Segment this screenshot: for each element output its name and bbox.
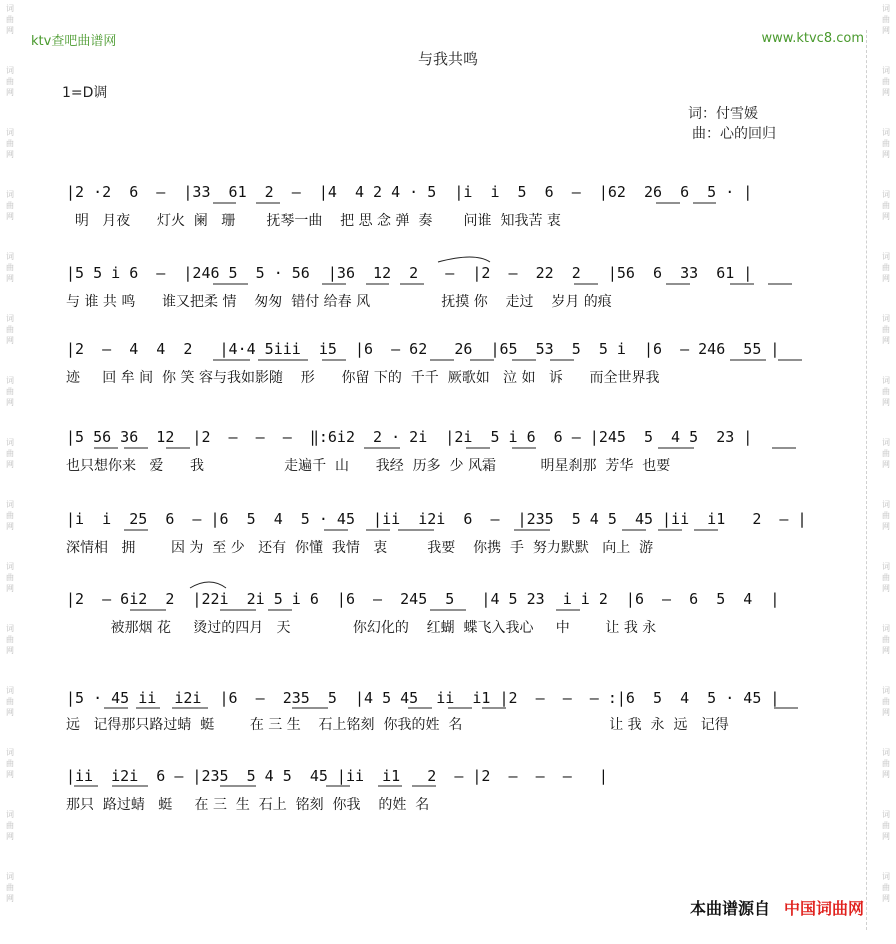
watermark-glyph: 词 [882,686,890,695]
watermark-glyph: 词 [6,66,14,75]
watermark-glyph: 曲 [6,449,14,458]
song-title: 与我共鸣 [417,50,478,68]
watermark-glyph: 词 [882,872,890,881]
watermark-glyph: 词 [6,128,14,137]
score-notes: |2 – 6i2 2 |22i 2i 5 i 6 |6 – 245 5 |4 5 23 i i 2 |6 – 6 5 4 | [66,590,780,608]
watermark-glyph: 网 [6,522,14,531]
watermark-glyph: 词 [6,562,14,571]
watermark-glyph: 词 [6,190,14,199]
watermark-glyph: 词 [882,624,890,633]
watermark-glyph: 词 [882,190,890,199]
watermark-glyph: 网 [882,212,890,221]
watermark-glyph: 曲 [882,15,890,24]
watermark-glyph: 词 [882,810,890,819]
watermark-glyph: 曲 [6,573,14,582]
score-notes: |5 56 36 12 |2 – – – ‖:6i2 2 · 2i |2i 5 i 6 6 – |245 5 4 5 23 | [66,428,753,446]
score-lyrics: 迹 回 牟 间 你 笑 容与我如影随 形 你留 下的 千千 厥歌如 泣 如 诉 而全世界我 [66,370,660,386]
watermark-glyph: 词 [6,252,14,261]
watermark-glyph: 网 [6,212,14,221]
watermark-glyph: 网 [882,398,890,407]
watermark-glyph: 网 [6,832,14,841]
watermark-glyph: 曲 [6,759,14,768]
watermark-glyph: 词 [6,872,14,881]
watermark-glyph: 网 [882,336,890,345]
watermark-glyph: 网 [882,584,890,593]
watermark-glyph: 网 [882,88,890,97]
watermark-glyph: 曲 [6,511,14,520]
score-notes: |ii i2i 6 – |235 5 4 5 45 |ii i1 2 – |2 – – – | [66,767,608,785]
watermark-glyph: 词 [6,376,14,385]
watermark-glyph: 网 [6,894,14,903]
watermark-glyph: 曲 [882,883,890,892]
watermark-glyph: 曲 [882,759,890,768]
source-label: 本曲谱源自 [689,899,770,918]
watermark-glyph: 网 [6,26,14,35]
score-notes: |5 · 45 ii i2i |6 – 235 5 |4 5 45 ii i1 |2 – – – :|6 5 4 5 · 45 | [66,689,780,707]
watermark-glyph: 曲 [6,387,14,396]
watermark-glyph: 网 [6,88,14,97]
watermark-glyph: 词 [882,252,890,261]
source-credit [690,896,864,919]
watermark-glyph: 曲 [6,263,14,272]
watermark-glyph: 曲 [6,635,14,644]
watermark-glyph: 词 [6,500,14,509]
watermark-glyph: 曲 [882,263,890,272]
watermark-glyph: 曲 [882,821,890,830]
watermark-glyph: 网 [6,646,14,655]
watermark-glyph: 网 [6,150,14,159]
key-signature: 1=D调 [62,85,108,101]
watermark-glyph: 网 [882,708,890,717]
watermark-glyph: 网 [882,646,890,655]
watermark-glyph: 网 [6,770,14,779]
watermark-glyph: 网 [882,150,890,159]
watermark-glyph: 词 [6,748,14,757]
score-lyrics: 被那烟 花 烫过的四月 天 你幻化的 红蝴 蝶飞入我心 中 让 我 永 [66,620,657,636]
source-site-link[interactable]: 中国词曲网 [783,899,864,918]
watermark-glyph: 网 [6,398,14,407]
score-lyrics: 与 谁 共 鸣 谁又把柔 情 匆匆 错付 给春 风 抚摸 你 走过 岁月 的痕 [66,294,612,310]
composer-credit: 曲：心的回归 [692,126,776,142]
watermark-glyph: 曲 [882,387,890,396]
watermark-glyph: 曲 [6,821,14,830]
watermark-glyph: 词 [6,624,14,633]
site-watermark-right[interactable]: www.ktvc8.com [761,31,864,46]
watermark-glyph: 网 [6,708,14,717]
score-lyrics: 远 记得那只路过蜻 蜓 在 三 生 石上铭刻 你我的姓 名 让 我 永 远 记得 [66,717,729,733]
watermark-glyph: 曲 [882,635,890,644]
score-lyrics: 也只想你来 爱 我 走遍千 山 我经 历多 少 风霜 明星刹那 芳华 也要 [66,458,671,474]
watermark-glyph: 网 [6,460,14,469]
watermark-glyph: 词 [6,810,14,819]
watermark-glyph: 曲 [882,573,890,582]
watermark-glyph: 词 [882,562,890,571]
watermark-glyph: 词 [6,686,14,695]
score-lyrics: 明 月夜 灯火 阑 珊 抚琴一曲 把 思 念 弹 奏 问谁 知我苦 衷 [66,213,561,229]
watermark-glyph: 词 [6,438,14,447]
watermark-glyph: 曲 [882,511,890,520]
watermark-glyph: 曲 [6,325,14,334]
watermark-glyph: 网 [882,894,890,903]
watermark-glyph: 曲 [6,139,14,148]
site-watermark-left[interactable]: ktv查吧曲谱网 [31,34,117,49]
watermark-glyph: 网 [882,770,890,779]
watermark-glyph: 词 [882,376,890,385]
watermark-glyph: 曲 [6,77,14,86]
watermark-glyph: 词 [882,500,890,509]
watermark-glyph: 曲 [882,697,890,706]
watermark-glyph: 词 [6,314,14,323]
watermark-glyph: 曲 [6,15,14,24]
score-notes: |5 5 i 6 – |246 5 5 · 56 |36 12 2 – |2 – 22 2 |56 6 33 61 | [66,264,753,282]
watermark-glyph: 网 [6,274,14,283]
watermark-glyph: 曲 [882,139,890,148]
watermark-glyph: 网 [882,522,890,531]
watermark-glyph: 词 [882,314,890,323]
watermark-glyph: 曲 [882,77,890,86]
score-notes: |2 ·2 6 – |33 61 2 – |4 4 2 4 · 5 |i i 5 6 – |62 26 6 5 · | [66,183,753,201]
score-lyrics: 那只 路过蜻 蜓 在 三 生 石上 铭刻 你我 的姓 名 [66,797,430,813]
watermark-glyph: 网 [6,584,14,593]
watermark-glyph: 词 [882,438,890,447]
watermark-glyph: 曲 [882,449,890,458]
score-notes: |2 – 4 4 2 |4·4 5iii i5 |6 – 62 26 |65 53 5 5 i |6 – 246 55 | [66,340,780,358]
watermark-glyph: 曲 [6,201,14,210]
watermark-glyph: 网 [882,460,890,469]
watermark-glyph: 网 [6,336,14,345]
watermark-glyph: 曲 [6,883,14,892]
watermark-glyph: 词 [882,128,890,137]
score-notes: |i i 25 6 – |6 5 4 5 · 45 |ii i2i 6 – |235 5 4 5 45 |ii i1 2 – | [66,510,807,528]
watermark-glyph: 曲 [882,325,890,334]
lyricist-credit: 词：付雪媛 [688,106,758,122]
watermark-glyph: 词 [882,4,890,13]
watermark-glyph: 网 [882,274,890,283]
watermark-glyph: 网 [882,832,890,841]
watermark-glyph: 曲 [882,201,890,210]
watermark-glyph: 网 [882,26,890,35]
watermark-glyph: 词 [6,4,14,13]
watermark-glyph: 曲 [6,697,14,706]
watermark-glyph: 词 [882,66,890,75]
score-lyrics: 深情相 拥 因 为 至 少 还有 你懂 我情 衷 我要 你携 手 努力默默 向上 游 [66,540,654,556]
watermark-glyph: 词 [882,748,890,757]
